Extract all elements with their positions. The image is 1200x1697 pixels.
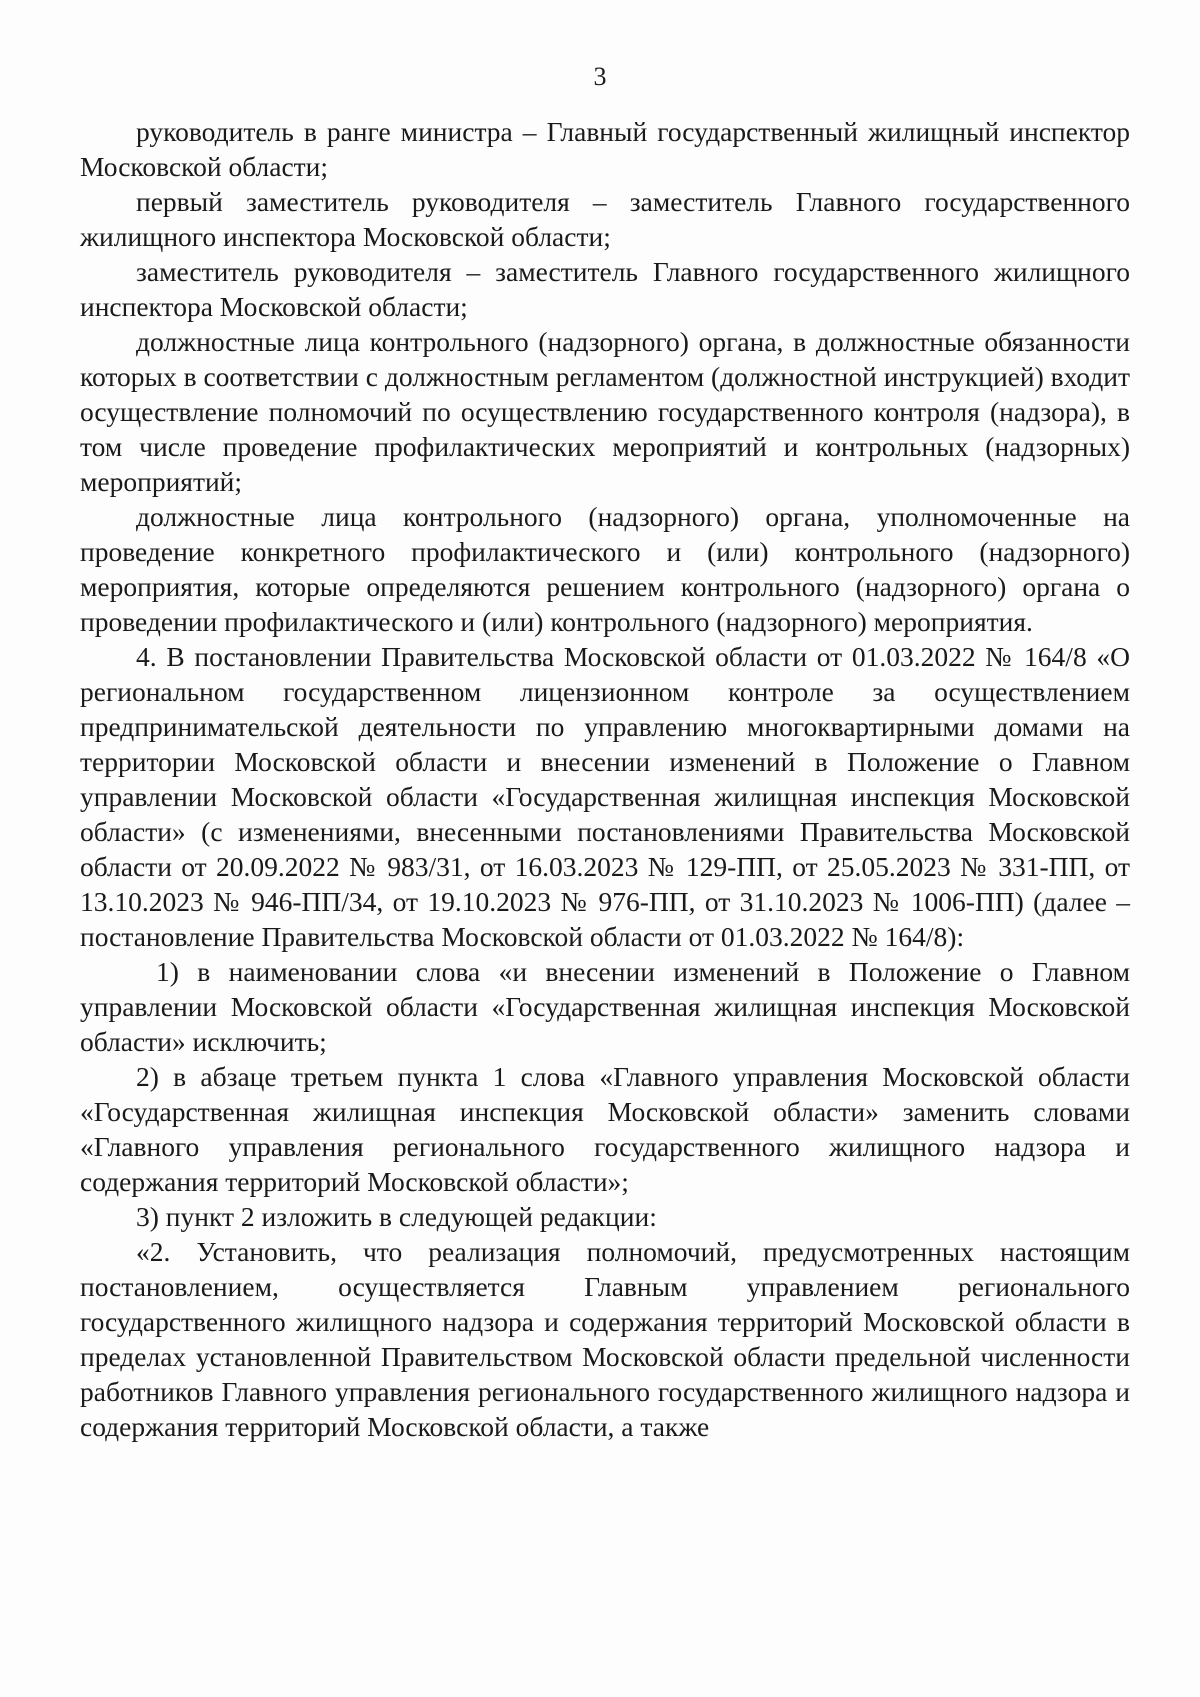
paragraph-subitem-2: 2) в абзаце третьем пункта 1 слова «Главного управления Московской области «Государственная жилищная инспекция Московской области» заменить словами «Главного управления регионального государственного жилищного надзора и содержания территорий Московской области»; (80, 1061, 1130, 1197)
paragraph-subitem-3: 3) пункт 2 изложить в следующей редакции: (136, 1201, 657, 1232)
page-number: 3 (593, 62, 607, 91)
paragraph-first-deputy: первый заместитель руководителя – заместитель Главного государственного жилищного инспектора Московской области; (80, 186, 1130, 252)
paragraph-officials-duties: должностные лица контрольного (надзорного) органа, в должностные обязанности которых в соответствии с должностным регламентом (должностной инструкцией) входит осуществление полномочий по осуществлению государственного контроля (надзора), в том числе проведение профилактических мероприятий и контрольных (надзорных) мероприятий; (80, 326, 1130, 497)
paragraph-head-rank: руководитель в ранге министра – Главный государственный жилищный инспектор Московской области; (80, 116, 1130, 182)
paragraph-deputy: заместитель руководителя – заместитель Главного государственного жилищного инспектора Московской области; (80, 256, 1130, 322)
document-body (80, 114, 1130, 1444)
paragraph-new-item-2: «2. Установить, что реализация полномочий, предусмотренных настоящим постановлением, осуществляется Главным управлением регионального государственного жилищного надзора и содержания территорий Московской области в пределах установленной Правительством Московской области предельной численности работников Главного управления регионального государственного жилищного надзора и содержания территорий Московской области, а также (80, 1236, 1130, 1442)
paragraph-subitem-1: 1) в наименовании слова «и внесении изменений в Положение о Главном управлении Московской области «Государственная жилищная инспекция Московской области» исключить; (80, 956, 1130, 1057)
paragraph-item-4: 4. В постановлении Правительства Московской области от 01.03.2022 № 164/8 «О региональном государственном лицензионном контроле за осуществлением предпринимательской деятельности по управлению многоквартирными домами на территории Московской области и внесении изменений в Положение о Главном управлении Московской области «Государственная жилищная инспекция Московской области» (с изменениями, внесенными постановлениями Правительства Московской области от 20.09.2022 № 983/31, от 16.03.2023 № 129-ПП, от 25.05.2023 № 331-ПП, от 13.10.2023 № 946-ПП/34, от 19.10.2023 № 976-ПП, от 31.10.2023 № 1006-ПП) (далее – постановление Правительства Московской области от 01.03.2022 № 164/8): (80, 641, 1130, 952)
paragraph-officials-authorized: должностные лица контрольного (надзорного) органа, уполномоченные на проведение конкретного профилактического и (или) контрольного (надзорного) мероприятия, которые определяются решением контрольного (надзорного) органа о проведении профилактического и (или) контрольного (надзорного) мероприятия. (80, 501, 1130, 637)
